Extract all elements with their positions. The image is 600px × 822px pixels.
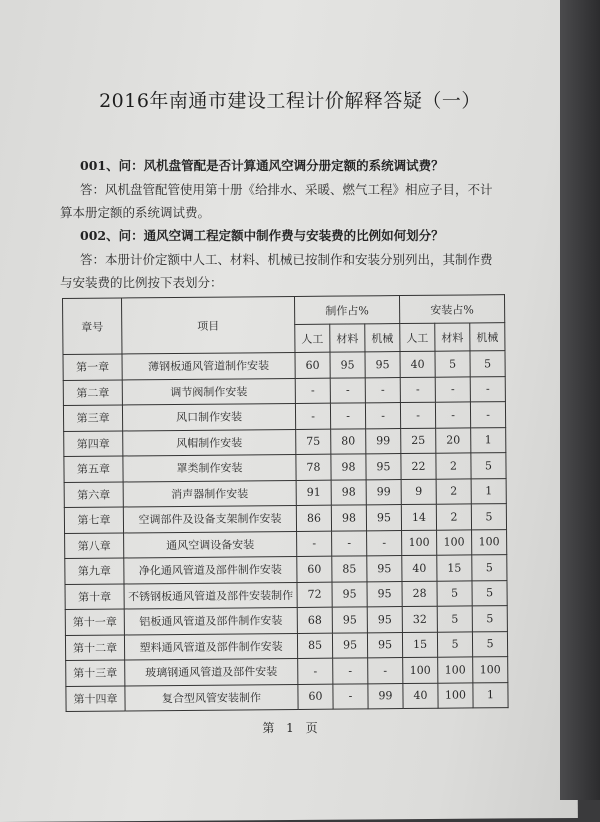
chapter-cell: 第十章 [65,583,124,609]
chapter-cell: 第九章 [65,558,124,584]
item-cell: 罩类制作安装 [123,454,296,481]
value-cell: 5 [472,580,507,606]
value-cell: 2 [436,504,471,530]
value-cell: 40 [403,683,438,709]
item-cell: 空调部件及设备支架制作安装 [123,505,296,532]
item-cell: 通风空调设备安装 [124,531,297,558]
chapter-cell: 第三章 [63,405,122,431]
chapter-cell: 第五章 [64,456,123,482]
value-cell: - [332,530,367,556]
value-cell: 95 [330,352,365,378]
item-cell: 复合型风管安装制作 [125,684,298,711]
value-cell: 5 [470,351,505,377]
value-cell: 95 [367,607,402,633]
table-row [65,529,507,558]
value-cell: - [365,403,400,429]
answer-002-line1: 答：本册计价定额中人工、材料、机械已按制作和安装分别列出，其制作费 [80,252,493,267]
value-cell: 60 [298,684,333,710]
value-cell: 95 [332,581,367,607]
table-row [63,376,505,405]
value-cell: 5 [471,453,506,479]
value-cell: 15 [437,555,472,581]
chapter-cell: 第一章 [63,354,122,380]
question-002: 002、问：通风空调工程定额中制作费与安装费的比例如何划分？ [80,228,444,243]
ratio-table [62,294,509,712]
value-cell: 95 [367,556,402,582]
value-cell: - [367,530,402,556]
value-cell: 5 [471,504,506,530]
table-row [65,555,507,584]
header-install-labor: 人工 [400,323,435,351]
item-cell: 消声器制作安装 [123,480,296,507]
value-cell: 5 [472,631,507,657]
value-cell: 78 [296,454,331,480]
value-cell: - [333,683,368,709]
value-cell: 25 [401,428,436,454]
value-cell: 100 [473,657,508,683]
value-cell: 80 [331,428,366,454]
value-cell: - [365,377,400,403]
value-cell: 95 [366,454,401,480]
value-cell: 5 [435,351,470,377]
chapter-cell: 第六章 [64,481,123,507]
table-row [63,402,505,431]
question-001: 001、问：风机盘管配是否计算通风空调分册定额的系统调试费？ [80,158,444,173]
value-cell: 2 [436,453,471,479]
chapter-cell: 第八章 [65,532,124,558]
value-cell: 91 [296,480,331,506]
chapter-cell: 第十一章 [65,609,124,635]
table-row [64,453,506,482]
value-cell: 60 [295,352,330,378]
table-row [64,504,506,533]
header-make-labor: 人工 [295,324,330,352]
value-cell: - [470,376,505,402]
value-cell: 5 [437,631,472,657]
value-cell: 40 [402,555,437,581]
value-cell: 1 [473,682,508,708]
value-cell: 1 [471,427,506,453]
table-row [65,580,507,609]
value-cell: 95 [367,581,402,607]
value-cell: 95 [332,632,367,658]
value-cell: 98 [331,505,366,531]
page-number: 第 1 页 [262,721,318,735]
value-cell: - [295,378,330,404]
value-cell: 14 [401,504,436,530]
header-install-material: 材料 [435,323,470,351]
value-cell: 100 [437,529,472,555]
value-cell: 15 [402,632,437,658]
value-cell: 86 [296,505,331,531]
value-cell: - [435,402,470,428]
value-cell: - [368,658,403,684]
value-cell: - [330,377,365,403]
chapter-cell: 第十二章 [65,634,124,660]
value-cell: 32 [402,606,437,632]
chapter-cell: 第二章 [63,379,122,405]
value-cell: 99 [368,683,403,709]
header-make: 制作占% [294,296,399,325]
value-cell: 95 [367,632,402,658]
table-row [65,631,507,660]
item-cell: 风口制作安装 [122,403,295,430]
value-cell: 85 [297,633,332,659]
value-cell: - [400,377,435,403]
value-cell: - [400,402,435,428]
value-cell: 98 [331,454,366,480]
value-cell: - [333,658,368,684]
table-row [64,427,506,456]
item-cell: 铝板通风管道及部件制作安装 [124,607,297,634]
chapter-cell: 第四章 [64,430,123,456]
value-cell: 95 [366,505,401,531]
value-cell: 72 [297,582,332,608]
header-item: 项目 [122,296,295,354]
value-cell: 100 [403,657,438,683]
item-cell: 风帽制作安装 [123,429,296,456]
value-cell: 68 [297,607,332,633]
header-install: 安装占% [399,295,504,324]
value-cell: 20 [436,427,471,453]
value-cell: 5 [437,606,472,632]
value-cell: 60 [297,556,332,582]
document-title: 2016年南通市建设工程计价解释答疑（一） [99,90,481,112]
table-row [63,351,505,380]
value-cell: 5 [437,580,472,606]
value-cell: 1 [471,478,506,504]
value-cell: 9 [401,479,436,505]
item-cell: 调节阀制作安装 [122,378,295,405]
header-make-material: 材料 [330,324,365,352]
answer-002-line2: 与安装费的比例按下表划分： [60,275,223,290]
value-cell: 5 [472,606,507,632]
item-cell: 塑料通风管道及部件制作安装 [124,633,297,660]
value-cell: 85 [332,556,367,582]
header-chapter: 章号 [63,298,122,355]
value-cell: 40 [400,351,435,377]
value-cell: 75 [296,429,331,455]
value-cell: - [295,403,330,429]
background-edge [560,0,600,800]
table-row [64,478,506,507]
value-cell: - [297,531,332,557]
value-cell: 5 [472,555,507,581]
chapter-cell: 第七章 [64,507,123,533]
value-cell: 22 [401,453,436,479]
table-row [65,606,507,635]
value-cell: 100 [472,529,507,555]
value-cell: - [435,376,470,402]
value-cell: 95 [332,607,367,633]
answer-001-line2: 算本册定额的系统调试费。 [60,205,211,220]
item-cell: 不锈钢板通风管道及部件安装制作 [124,582,297,609]
header-make-machine: 机械 [365,324,400,352]
value-cell: - [330,403,365,429]
chapter-cell: 第十三章 [66,660,125,686]
chapter-cell: 第十四章 [66,685,125,711]
item-cell: 玻璃钢通风管道及部件安装 [125,658,298,685]
answer-001-line1: 答：风机盘管配管使用第十册《给排水、采暖、燃气工程》相应子目，不计 [80,182,493,197]
value-cell: 100 [438,682,473,708]
item-cell: 净化通风管道及部件制作安装 [124,556,297,583]
value-cell: 95 [365,352,400,378]
value-cell: - [470,402,505,428]
value-cell: 99 [366,479,401,505]
value-cell: 100 [402,530,437,556]
header-install-machine: 机械 [470,323,505,351]
value-cell: - [298,658,333,684]
value-cell: 100 [438,657,473,683]
value-cell: 2 [436,478,471,504]
value-cell: 99 [366,428,401,454]
item-cell: 薄钢板通风管道制作安装 [122,352,295,379]
value-cell: 98 [331,479,366,505]
value-cell: 28 [402,581,437,607]
table-row [66,657,508,686]
table-row [66,682,508,711]
